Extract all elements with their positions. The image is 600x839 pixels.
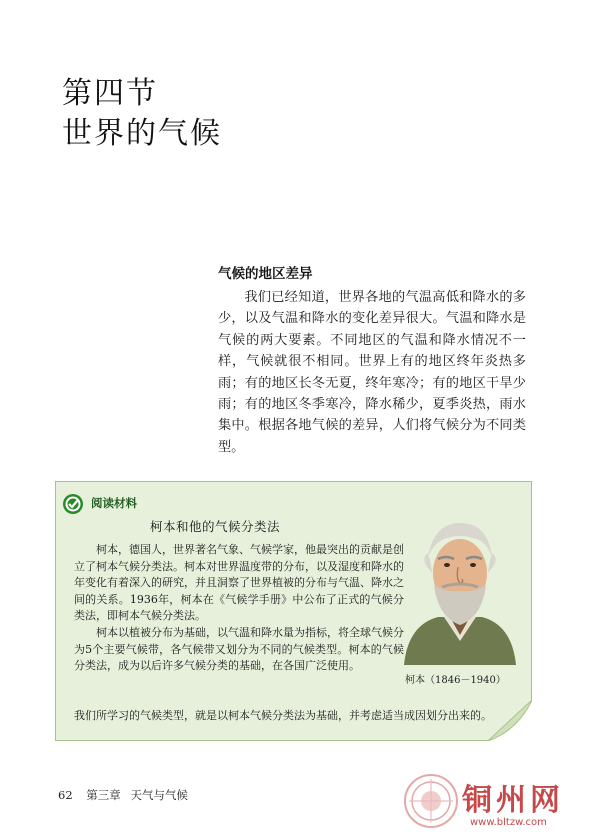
- subsection-heading: 气候的地区差异: [218, 266, 313, 282]
- portrait-caption: 柯本（1846－1940）: [405, 675, 506, 686]
- section-number: 第四节: [62, 76, 158, 111]
- subsection-paragraph: 我们已经知道，世界各地的气温高低和降水的多少，以及气温和降水的变化差异很大。气温和降水是气候的两大要素。不同地区的气温和降水情况不一样，气候就很不相同。世界上有的地区终年炎热多雨；有的地区长冬无夏，终年寒冷；有的地区干旱少雨；有的地区冬季寒冷，降水稀少，夏季炎热，雨水集中。根据各地气候的差异，人们将气候分为不同类型。: [218, 290, 526, 455]
- reading-title: 柯本和他的气候分类法: [150, 519, 281, 534]
- page-number: 62: [58, 788, 73, 802]
- watermark-text: 铜州网: [462, 783, 564, 818]
- koppen-portrait-image: [398, 513, 522, 665]
- reading-badge-icon: [62, 493, 84, 515]
- reading-paragraph-1: 柯本，德国人，世界著名气象、气候学家，他最突出的贡献是创立了柯本气候分类法。柯本对世界温度带的分布，以及湿度和降水的年变化有着深入的研究，并且洞察了世界植被的分布与气温、降水之间的关系。1936年，柯本在《气候学手册》中公布了正式的气候分类法，即柯本气候分类法。: [74, 543, 404, 623]
- reading-paragraph-2: 柯本以植被分布为基础，以气温和降水量为指标，将全球气候分为5个主要气候带，各气候带又划分为不同的气候类型。柯本的气候分类法，成为以后许多气候分类的基础，在各国广泛使用。: [74, 626, 404, 673]
- page-footer: [58, 787, 188, 803]
- reading-paragraph-2-tail: 我们所学习的气候类型，就是以柯本气候分类法为基础，并考虑适当成因划分出来的。: [74, 709, 492, 722]
- reading-badge-label: 阅读材料: [91, 496, 137, 510]
- watermark-url: www.bltzw.com: [470, 817, 547, 828]
- chapter-label: 第三章: [86, 788, 121, 802]
- section-name: 世界的气候: [62, 116, 222, 151]
- chapter-title: 天气与气候: [130, 788, 188, 802]
- watermark-seal-icon: [403, 773, 459, 829]
- section-title: [62, 74, 222, 154]
